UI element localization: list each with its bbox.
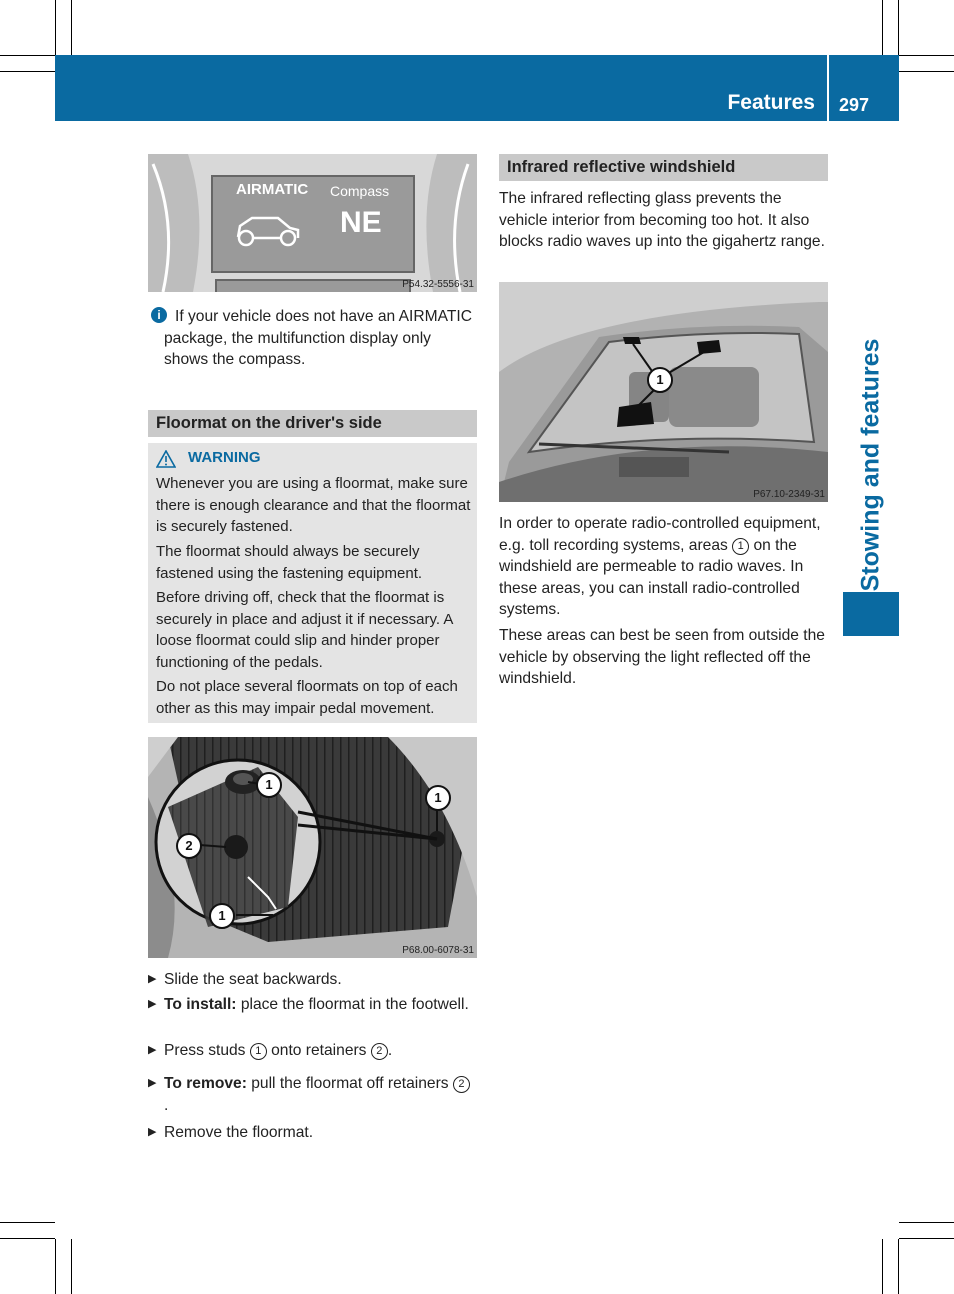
step-text: onto retainers <box>266 1042 371 1059</box>
windshield-paragraph: These areas can best be seen from outside the vehicle by observing the light reflected off the windshield. <box>499 627 825 687</box>
callout-stud: 1 <box>256 772 282 798</box>
number-badge: 2 <box>453 1076 470 1093</box>
crop-mark <box>0 1222 55 1223</box>
crop-mark <box>899 1222 954 1223</box>
windshield-figure <box>499 282 828 502</box>
page-header <box>55 55 899 121</box>
page-number: 297 <box>839 95 870 115</box>
paragraph-text: on the windshield are permeable to radio waves. In these areas, you can install radio-controlled systems. <box>499 536 804 618</box>
callout-stud: 1 <box>425 785 451 811</box>
warning-label: WARNING <box>188 449 261 466</box>
step-item <box>148 1122 474 1144</box>
chapter-tab-marker <box>843 592 899 636</box>
crop-mark <box>71 0 72 55</box>
arrow-bullet-icon: ▶ <box>148 1077 157 1089</box>
number-badge: 1 <box>732 538 749 555</box>
info-note <box>148 306 478 371</box>
windshield-heading: Infrared reflective windshield <box>499 154 828 181</box>
compass-heading: NE <box>340 206 382 239</box>
crop-mark <box>899 55 954 56</box>
floormat-figure <box>148 737 477 958</box>
step-item <box>148 1073 474 1116</box>
number-badge: 1 <box>250 1043 267 1060</box>
section-title: Features <box>727 91 815 114</box>
arrow-bullet-icon: ▶ <box>148 1126 157 1138</box>
crop-mark <box>55 1239 56 1294</box>
display-figure <box>148 154 477 292</box>
windshield-paragraph <box>499 513 831 621</box>
step-text: Press studs <box>164 1042 250 1059</box>
crop-mark <box>882 0 883 55</box>
figure-code: P67.10-2349-31 <box>753 489 825 500</box>
step-text: Remove the floormat. <box>164 1124 314 1141</box>
display-mode-label: AIRMATIC <box>236 181 309 198</box>
paragraph-text: In order to operate radio-controlled equipment, e.g. toll recording systems, areas <box>499 515 821 554</box>
warning-paragraph: Whenever you are using a floormat, make sure there is enough clearance and that the floormat is securely fastened. <box>156 475 471 535</box>
step-label: To remove: <box>164 1075 247 1092</box>
warning-box <box>148 443 477 723</box>
warning-paragraph: Before driving off, check that the floormat is securely in place and adjust it if necessary. A loose floormat could slip and hinder proper functioning of the pedals. <box>156 589 453 671</box>
arrow-bullet-icon: ▶ <box>148 1044 157 1056</box>
arrow-bullet-icon: ▶ <box>148 998 157 1010</box>
crop-mark <box>899 71 954 72</box>
warning-icon <box>156 450 176 468</box>
warning-paragraph: The floormat should always be securely fastened using the fastening equipment. <box>156 543 423 582</box>
crop-mark <box>899 1238 954 1239</box>
crop-mark <box>898 0 899 55</box>
crop-mark <box>882 1239 883 1294</box>
step-label: To install: <box>164 996 237 1013</box>
number-badge: 2 <box>371 1043 388 1060</box>
step-text: . <box>387 1042 393 1059</box>
display-compass-label: Compass <box>330 183 390 199</box>
step-text: pull the floormat off retainers <box>246 1075 453 1092</box>
step-item <box>148 994 474 1016</box>
crop-mark <box>71 1239 72 1294</box>
arrow-bullet-icon: ▶ <box>148 973 157 985</box>
chapter-tab-title: Stowing and features <box>856 338 885 592</box>
step-text: . <box>164 1096 169 1114</box>
callout-stud: 1 <box>209 903 235 929</box>
step-text: Slide the seat backwards. <box>164 971 342 988</box>
crop-mark <box>0 55 55 56</box>
floormat-heading: Floormat on the driver's side <box>148 410 477 437</box>
warning-paragraph: Do not place several floormats on top of each other as this may impair pedal movement. <box>156 678 458 717</box>
step-item <box>148 1040 474 1062</box>
header-divider <box>827 55 829 121</box>
windshield-intro: The infrared reflecting glass prevents the vehicle interior from becoming too hot. It also blocks radio waves up into the gigahertz range. <box>499 190 825 250</box>
info-icon: i <box>151 307 167 323</box>
callout-retainer: 2 <box>176 833 202 859</box>
instrument-cluster-illustration <box>148 154 477 292</box>
step-text: place the floormat in the footwell. <box>236 996 469 1013</box>
crop-mark <box>55 0 56 55</box>
crop-mark <box>0 71 55 72</box>
callout-radio-area: 1 <box>647 367 673 393</box>
step-item <box>148 969 474 991</box>
figure-code: P68.00-6078-31 <box>402 945 474 956</box>
crop-mark <box>898 1239 899 1294</box>
info-note-text: If your vehicle does not have an AIRMATIC package, the multifunction display only shows the compass. <box>164 308 473 368</box>
crop-mark <box>0 1238 55 1239</box>
figure-code: P54.32-5556-31 <box>402 279 474 290</box>
